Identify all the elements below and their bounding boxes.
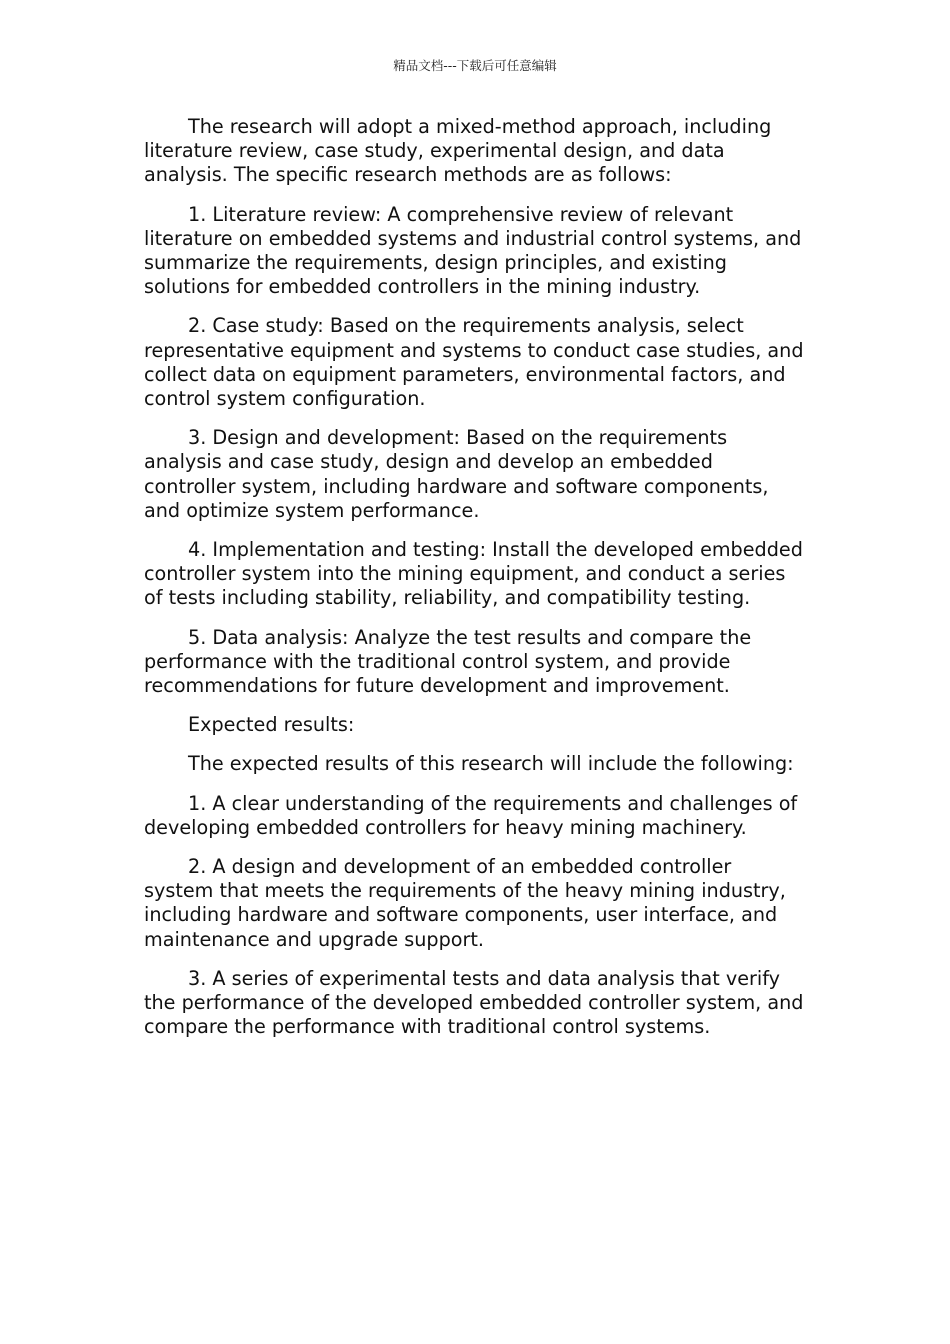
document-body — [144, 115, 804, 1055]
section-heading-expected-results: Expected results: — [188, 713, 355, 737]
paragraph-method-design-development: 3. Design and development: Based on the requirements analysis and case study, design and develop an embedded controller system, including hardware and software components, and optimize system performance. — [144, 426, 769, 522]
page-header: 精品文档---下载后可任意编辑 — [393, 58, 557, 73]
paragraph-method-case-study: 2. Case study: Based on the requirements analysis, select representative equipment and systems to conduct case studies, and collect data on equipment parameters, environmental factors, and control system configuration. — [144, 314, 804, 411]
paragraph-method-literature-review: 1. Literature review: A comprehensive review of relevant literature on embedded systems and industrial control systems, and summarize the requirements, design principles, and existing solutions for embedded controllers in the mining industry. — [144, 202, 802, 299]
paragraph-result-3: 3. A series of experimental tests and data analysis that verify the performance of the developed embedded controller system, and compare the performance with traditional control systems. — [144, 966, 804, 1039]
paragraph-expected-intro: The expected results of this research will include the following: — [188, 752, 794, 776]
paragraph-method-data-analysis: 5. Data analysis: Analyze the test results and compare the performance with the traditional control system, and provide recommendations for future development and improvement. — [144, 625, 752, 698]
paragraph-research-approach: The research will adopt a mixed-method approach, including literature review, case study, experimental design, and data analysis. The specific research methods are as follows: — [144, 115, 772, 187]
paragraph-method-implementation-testing: 4. Implementation and testing: Install the developed embedded controller system into the mining equipment, and conduct a series of tests including stability, reliability, and compatibility testing. — [144, 538, 803, 610]
paragraph-result-1: 1. A clear understanding of the requirements and challenges of developing embedded controllers for heavy mining machinery. — [144, 791, 798, 839]
paragraph-result-2: 2. A design and development of an embedded controller system that meets the requirements of the heavy mining industry, including hardware and software components, user interface, and maintenance and upgrade support. — [144, 855, 786, 951]
